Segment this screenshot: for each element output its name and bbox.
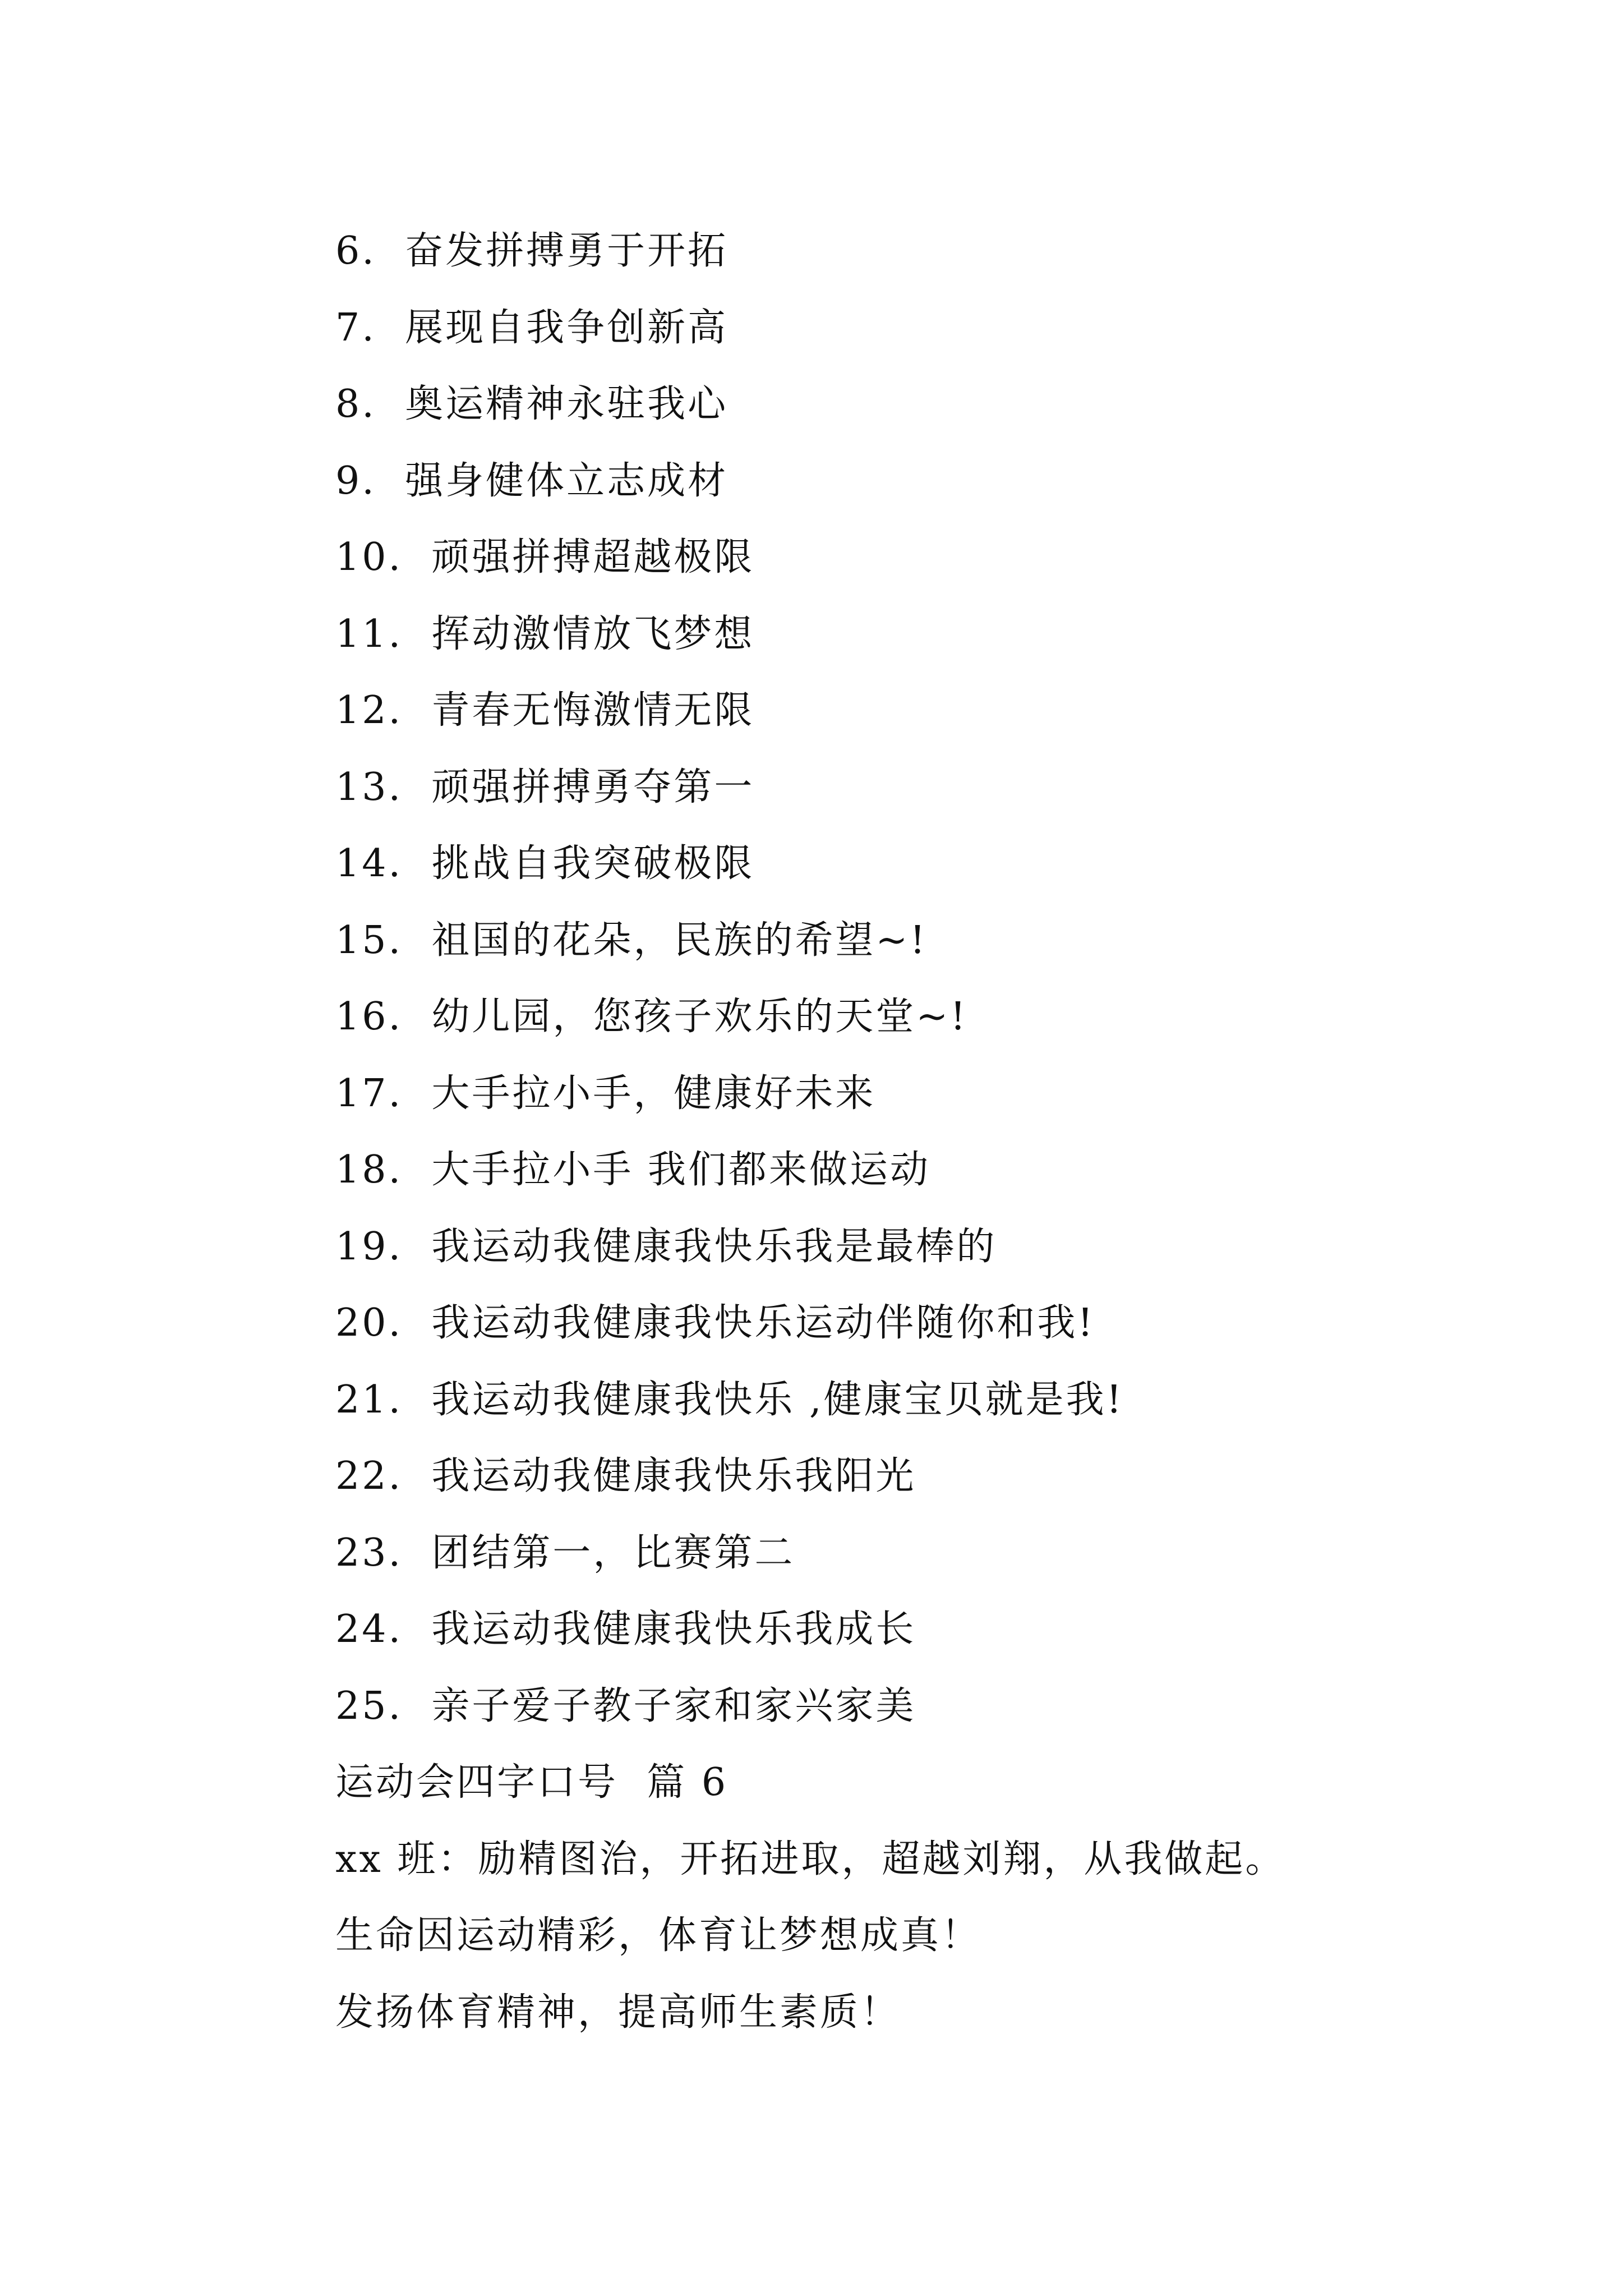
list-item-number: 14. [335,841,403,886]
list-item [335,903,1513,979]
paragraph: 生命因运动精彩，体育让梦想成真！ [335,1913,982,1958]
list-item-text: 大手拉小手，健康好未来 [431,1071,876,1116]
list-item-text: 青春无悔激情无限 [431,688,755,733]
list-item-number: 18. [335,1148,403,1192]
list-item-number: 22. [335,1454,403,1498]
list-item [335,1132,1513,1209]
list-item [335,979,1513,1056]
list-item-number: 25. [335,1683,403,1728]
list-item-number: 15. [335,918,403,963]
list-item [335,290,1513,367]
list-item-text: 祖国的花朵，民族的希望~! [431,918,928,963]
list-item-text: 我运动我健康我快乐运动伴随你和我! [431,1301,1095,1345]
list-item-text: 幼儿园，您孩子欢乐的天堂~! [431,995,968,1039]
list-item [335,1056,1513,1133]
list-item [335,366,1513,443]
list-item-number: 23. [335,1530,403,1575]
list-item-text: 奥运精神永驻我心 [405,382,728,426]
list-item-number: 24. [335,1607,403,1651]
list-item-number: 19. [335,1224,403,1269]
paragraph: 发扬体育精神，提高师生素质！ [335,1990,901,2035]
list-item-number: 7. [335,305,376,350]
list-item-number: 16. [335,995,403,1039]
list-item-text: 我运动我健康我快乐我是最棒的 [431,1224,997,1269]
list-item-text: 顽强拼搏超越极限 [431,535,755,579]
list-item-text: 团结第一，比赛第二 [431,1530,795,1575]
list-item-number: 20. [335,1301,403,1345]
list-item-text: 我运动我健康我快乐我阳光 [431,1454,916,1498]
list-item [335,826,1513,903]
list-item-number: 11. [335,611,403,656]
list-item-text: 奋发拼搏勇于开拓 [405,229,728,273]
list-item-number: 17. [335,1071,403,1116]
list-item-text: 挑战自我突破极限 [431,841,755,886]
list-item [335,673,1513,749]
list-item-number: 10. [335,535,403,579]
list-item [335,1515,1513,1592]
section-heading: 运动会四字口号 篇 6 [335,1760,728,1805]
list-item [335,749,1513,826]
list-item [335,1591,1513,1668]
list-item [335,1209,1513,1286]
list-item-text: 顽强拼搏勇夺第一 [431,765,755,809]
paragraph: xx 班：励精图治，开拓进取，超越刘翔，从我做起。 [335,1837,1286,1881]
list-item-number: 8. [335,382,376,426]
list-item [335,1285,1513,1362]
list-item [335,519,1513,596]
list-item [335,443,1513,520]
list-item-number: 12. [335,688,403,733]
list-item-number: 6. [335,229,376,273]
list-item [335,213,1513,290]
list-item [335,596,1513,673]
list-item-text: 强身健体立志成材 [405,458,728,503]
list-item-text: 我运动我健康我快乐我成长 [431,1607,916,1651]
list-item-number: 9. [335,458,376,503]
list-item-text: 我运动我健康我快乐 ,健康宝贝就是我! [431,1377,1124,1422]
list-item [335,1668,1513,1745]
list-item-text: 展现自我争创新高 [405,305,728,350]
list-item-number: 13. [335,765,403,809]
list-item-number: 21. [335,1377,403,1422]
list-item-text: 亲子爱子教子家和家兴家美 [431,1683,916,1728]
list-item-text: 大手拉小手 我们都来做运动 [431,1148,931,1192]
list-item [335,1438,1513,1515]
list-item-text: 挥动激情放飞梦想 [431,611,755,656]
document-content [335,213,1513,2051]
list-item [335,1362,1513,1439]
slogan-list [335,213,1513,1745]
